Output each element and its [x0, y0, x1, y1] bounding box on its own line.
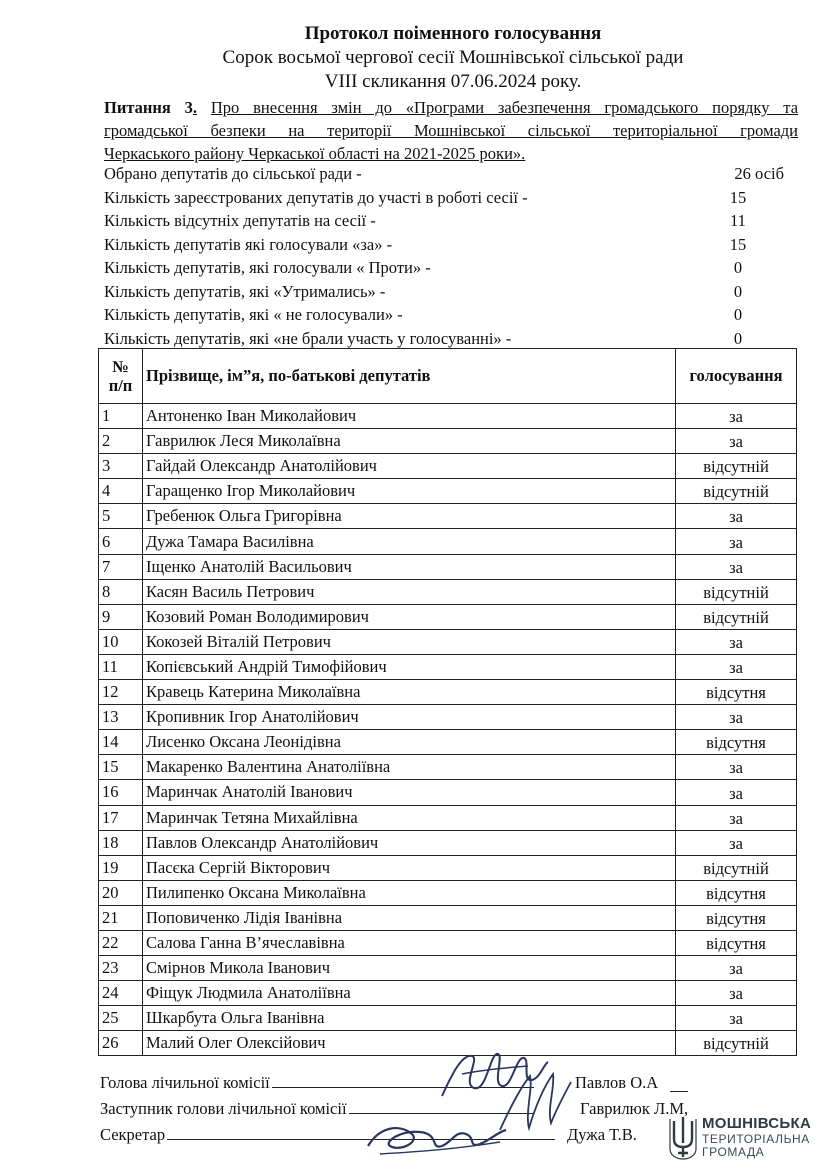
- vote-result: відсутня: [676, 905, 797, 930]
- table-row: [99, 654, 797, 679]
- row-number: 23: [99, 956, 143, 981]
- table-row: [99, 454, 797, 479]
- deputy-name: Павлов Олександр Анатолійович: [143, 830, 676, 855]
- table-row: [99, 680, 797, 705]
- row-number: 1: [99, 404, 143, 429]
- stat-value: 11: [730, 211, 746, 230]
- deputy-name: Гаврилюк Л.М,: [580, 1099, 689, 1118]
- stat-row: [104, 256, 764, 280]
- chair-name: Павлов О.А: [575, 1073, 659, 1092]
- deputy-name: Гаращенко Ігор Миколайович: [143, 479, 676, 504]
- table-row: [99, 579, 797, 604]
- deputy-name: Козовий Роман Володимирович: [143, 604, 676, 629]
- deputy-name: Маринчак Тетяна Михайлівна: [143, 805, 676, 830]
- stat-value: 0: [733, 328, 743, 348]
- stat-value: 0: [733, 281, 743, 301]
- table-row: [99, 705, 797, 730]
- table-row: [99, 855, 797, 880]
- table-row: [99, 755, 797, 780]
- stat-value: 26 осіб: [734, 164, 784, 183]
- deputy-name: Копієвський Андрій Тимофійович: [143, 654, 676, 679]
- stat-label: Кількість депутатів, які «Утримались» -: [104, 281, 386, 301]
- secretary-signature: [360, 1112, 510, 1164]
- table-row: [99, 404, 797, 429]
- vote-result: за: [676, 755, 797, 780]
- table-row: [99, 1006, 797, 1031]
- col-name-header: Прізвище, ім”я, по-батькові депутатів: [143, 349, 676, 404]
- vote-result: відсутній: [676, 604, 797, 629]
- question-line-2: [104, 119, 798, 142]
- logo-title: МОШНІВСЬКА: [702, 1115, 812, 1132]
- deputy-name: Лисенко Оксана Леонідівна: [143, 730, 676, 755]
- row-number: 18: [99, 830, 143, 855]
- stat-value: 0: [733, 258, 743, 277]
- stat-label: Обрано депутатів до сільської ради -: [104, 164, 362, 183]
- vote-result: за: [676, 554, 797, 579]
- deputy-name: Дужа Тамара Василівна: [143, 529, 676, 554]
- table-row: [99, 830, 797, 855]
- deputy-name: Малий Олег Олексійович: [143, 1031, 676, 1056]
- row-number: 11: [99, 654, 143, 679]
- vote-result: за: [676, 529, 797, 554]
- deputy-name: Салова Ганна В’ячеславівна: [143, 930, 676, 955]
- table-row: [99, 504, 797, 529]
- row-number: 17: [99, 805, 143, 830]
- table-header-row: [99, 349, 797, 404]
- stat-row: [104, 303, 764, 327]
- table-row: [99, 429, 797, 454]
- row-number: 2: [99, 429, 143, 454]
- row-number: 20: [99, 880, 143, 905]
- deputy-name: Гребенюк Ольга Григорівна: [143, 504, 676, 529]
- stat-label: Кількість зареєстрованих депутатів до участі в роботі сесії -: [104, 187, 528, 207]
- table-row: [99, 730, 797, 755]
- row-number: 21: [99, 905, 143, 930]
- row-number: 15: [99, 755, 143, 780]
- row-number: 16: [99, 780, 143, 805]
- stat-value: 0: [733, 305, 743, 324]
- vote-result: за: [676, 981, 797, 1006]
- vote-result: за: [676, 504, 797, 529]
- deputy-name: Пилипенко Оксана Миколаївна: [143, 880, 676, 905]
- row-number: 3: [99, 454, 143, 479]
- table-row: [99, 905, 797, 930]
- row-number: 12: [99, 680, 143, 705]
- question-text-1: Про внесення змін до «Програми забезпечення громадського порядку та: [210, 98, 799, 117]
- deputy-name: Кравець Катерина Миколаївна: [143, 680, 676, 705]
- deputy-name: Касян Василь Петрович: [143, 579, 676, 604]
- row-number: 4: [99, 479, 143, 504]
- row-number: 24: [99, 981, 143, 1006]
- stat-value: 15: [729, 187, 747, 207]
- stat-value: 15: [729, 234, 747, 254]
- deputy-name: Шкарбута Ольга Іванівна: [143, 1006, 676, 1031]
- row-number: 5: [99, 504, 143, 529]
- table-row: [99, 604, 797, 629]
- table-row: [99, 956, 797, 981]
- deputy-name: Фіщук Людмила Анатоліївна: [143, 981, 676, 1006]
- vote-result: відсутній: [676, 855, 797, 880]
- question-text-2: громадської безпеки на території Мошнівської сільської територіальної громади: [104, 121, 798, 140]
- row-number: 6: [99, 529, 143, 554]
- row-number: 19: [99, 855, 143, 880]
- col-vote-header: голосування: [676, 349, 797, 404]
- vote-result: за: [676, 629, 797, 654]
- table-row: [99, 529, 797, 554]
- stat-label: Кількість депутатів, які «не брали участь у голосуванні» -: [104, 328, 512, 348]
- question-line-1: Питання 3. Про внесення змін до «Програми забезпечення громадського порядку та: [104, 98, 799, 117]
- table-row: [99, 780, 797, 805]
- vote-result: за: [676, 404, 797, 429]
- row-number: 13: [99, 705, 143, 730]
- table-row: [99, 554, 797, 579]
- deputy-name: Поповиченко Лідія Іванівна: [143, 905, 676, 930]
- deputy-name: Смірнов Микола Іванович: [143, 956, 676, 981]
- stat-row: [104, 186, 764, 210]
- vote-result: за: [676, 429, 797, 454]
- row-number: 8: [99, 579, 143, 604]
- row-number: 22: [99, 930, 143, 955]
- vote-result: відсутній: [676, 1031, 797, 1056]
- deputy-name: Пасєка Сергій Вікторович: [143, 855, 676, 880]
- vote-result: відсутній: [676, 579, 797, 604]
- deputy-name: Гаврилюк Леся Миколаївна: [143, 429, 676, 454]
- question-text-3: Черкаського району Черкаської області на 2021-2025 роки».: [104, 144, 526, 163]
- table-row: [99, 629, 797, 654]
- chair-label: Голова лічильної комісії: [100, 1073, 270, 1092]
- row-number: 25: [99, 1006, 143, 1031]
- document-title: Протокол поіменного голосування: [304, 23, 602, 44]
- stat-label: Кількість депутатів які голосували «за» -: [104, 234, 393, 254]
- table-row: [99, 880, 797, 905]
- stat-row: [104, 162, 784, 186]
- table-row: [99, 805, 797, 830]
- stat-label: Кількість депутатів, які « не голосували» -: [104, 305, 403, 324]
- deputy-name: Кропивник Ігор Анатолійович: [143, 705, 676, 730]
- row-number: 14: [99, 730, 143, 755]
- vote-result: відсутня: [676, 880, 797, 905]
- logo-subtitle-2: ГРОМАДА: [702, 1145, 765, 1159]
- deputy-name: Іщенко Анатолій Васильович: [143, 554, 676, 579]
- roll-call-table: [98, 348, 797, 1056]
- deputy-name: Гайдай Олександр Анатолійович: [143, 454, 676, 479]
- stat-label: Кількість відсутніх депутатів на сесії -: [104, 211, 376, 230]
- vote-result: за: [676, 654, 797, 679]
- vote-result: відсутній: [676, 479, 797, 504]
- secretary-name: Дужа Т.В.: [567, 1125, 637, 1144]
- row-number: 10: [99, 629, 143, 654]
- trident-emblem-icon: [668, 1113, 698, 1161]
- vote-result: відсутній: [676, 454, 797, 479]
- vote-statistics: [104, 162, 784, 350]
- agenda-question: [104, 96, 798, 165]
- logo-subtitle-1: ТЕРИТОРІАЛЬНА: [702, 1132, 810, 1146]
- stat-row: [104, 327, 764, 351]
- community-logo: [668, 1113, 818, 1163]
- row-number: 9: [99, 604, 143, 629]
- vote-result: відсутня: [676, 730, 797, 755]
- vote-result: за: [676, 830, 797, 855]
- col-number-header: № п/п: [99, 349, 143, 404]
- row-number: 26: [99, 1031, 143, 1056]
- secretary-label: Секретар: [100, 1125, 166, 1144]
- vote-result: за: [676, 805, 797, 830]
- question-label: Питання 3: [104, 98, 193, 117]
- deputy-name: Маринчак Анатолій Іванович: [143, 780, 676, 805]
- vote-result: за: [676, 1006, 797, 1031]
- table-row: [99, 479, 797, 504]
- deputy-label: Заступник голови лічильної комісії: [100, 1099, 347, 1118]
- row-number: 7: [99, 554, 143, 579]
- table-row: [99, 981, 797, 1006]
- session-date: VIII скликання 07.06.2024 року.: [324, 71, 582, 92]
- stat-row: [104, 209, 764, 233]
- deputy-name: Кокозей Віталій Петрович: [143, 629, 676, 654]
- table-row: [99, 930, 797, 955]
- stat-label: Кількість депутатів, які голосували « Проти» -: [104, 258, 431, 277]
- session-subtitle: Сорок восьмої чергової сесії Мошнівської сільської ради: [222, 47, 684, 68]
- vote-result: за: [676, 780, 797, 805]
- stat-row: [104, 233, 764, 257]
- stat-row: [104, 280, 764, 304]
- vote-result: відсутня: [676, 680, 797, 705]
- deputy-name: Антоненко Іван Миколайович: [143, 404, 676, 429]
- vote-result: за: [676, 705, 797, 730]
- vote-result: відсутня: [676, 930, 797, 955]
- vote-result: за: [676, 956, 797, 981]
- deputy-name: Макаренко Валентина Анатоліївна: [143, 755, 676, 780]
